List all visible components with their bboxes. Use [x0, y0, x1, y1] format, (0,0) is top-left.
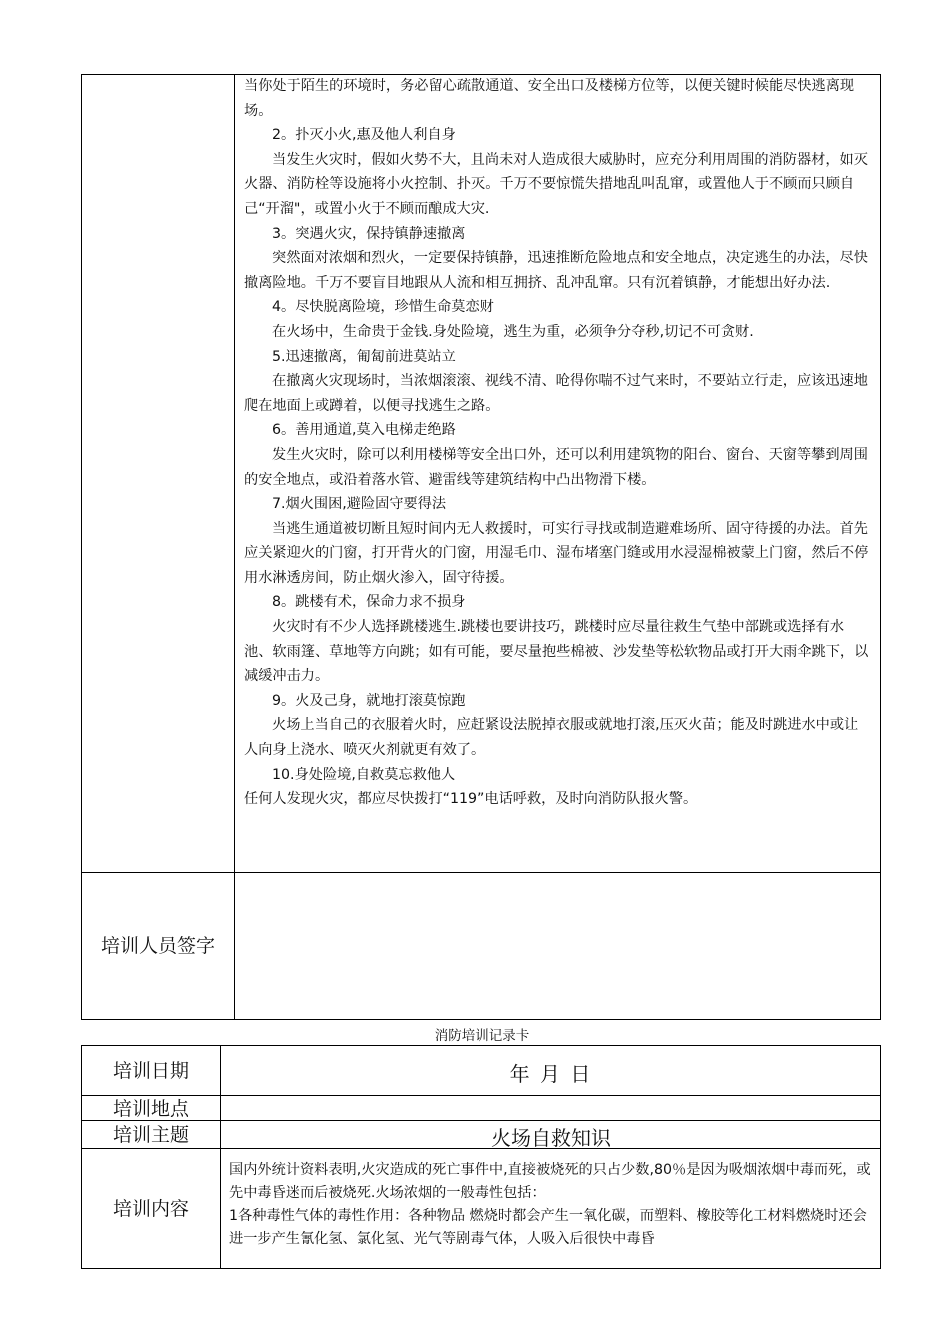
- content-paragraph: 当逃生通道被切断且短时间内无人救援时，可实行寻找或制造避难场所、固守待援的办法。首先应关紧迎火的门窗，打开背火的门窗，用湿毛巾、湿布堵塞门缝或用水浸湿棉被蒙上门窗，然后不停用水淋透房间，防止烟火渗入，固守待援。: [244, 520, 869, 586]
- content-paragraph: 火场上当自己的衣服着火时，应赶紧设法脱掉衣服或就地打滚,压灭火苗；能及时跳进水中或让人向身上浇水、喷灭火剂就更有效了。: [244, 717, 859, 759]
- table1-bottom-border: [81, 1019, 881, 1020]
- topic-value: 火场自救知识: [491, 1126, 611, 1150]
- content-paragraph: 国内外统计资料表明,火灾造成的死亡事件中,直接被烧死的只占少数,80％是因为吸烟浓烟中毒而死，或先中毒昏迷而后被烧死.火场浓烟的一般毒性包括：: [229, 1162, 871, 1201]
- content-paragraph: 2。扑灭小火,惠及他人利自身: [272, 127, 456, 144]
- content-paragraph: 7.烟火围困,避险固守要得法: [272, 496, 447, 513]
- content-paragraph: 在火场中，生命贵于金钱.身处险境，逃生为重，必须争分夺秒,切记不可贪财.: [272, 323, 754, 340]
- content-paragraph: 8。跳楼有术，保命力求不损身: [272, 594, 466, 611]
- content-paragraph: 4。尽快脱离险境，珍惜生命莫恋财: [272, 299, 494, 316]
- content-paragraph: 当发生火灾时，假如火势不大，且尚未对人造成很大威胁时，应充分利用周围的消防器材，如灭火器、消防栓等设施将小火控制、扑灭。千万不要惊慌失措地乱叫乱窜，或置他人于不顾而只顾自己“开溜"，或置小火于不顾而酿成大灾.: [244, 151, 868, 217]
- topic-label: 培训主题: [112, 1124, 189, 1146]
- content-paragraph: 5.迅速撤离，匍匐前进莫站立: [272, 348, 456, 365]
- date-label: 培训日期: [112, 1060, 189, 1082]
- content-paragraph: 当你处于陌生的环境时，务必留心疏散通道、安全出口及楼梯方位等，以便关键时候能尽快逃离现场。: [244, 78, 855, 119]
- content-paragraph: 3。突遇火灾，保持镇静速撤离: [272, 225, 466, 242]
- table2-row-divider-1: [81, 1095, 881, 1096]
- table2-bottom-border: [81, 1268, 881, 1269]
- content-paragraph: 发生火灾时，除可以利用楼梯等安全出口外，还可以利用建筑物的阳台、窗台、天窗等攀到周围的安全地点，或沿着落水管、避雷线等建筑结构中凸出物滑下楼。: [244, 446, 868, 488]
- content-paragraph: 6。善用通道,莫入电梯走绝路: [272, 422, 456, 439]
- location-label: 培训地点: [112, 1098, 189, 1120]
- table1-row-divider: [81, 872, 881, 873]
- table1-right-border: [880, 74, 881, 1020]
- content-label: 培训内容: [112, 1198, 189, 1220]
- table2-top-border: [81, 1045, 881, 1046]
- content-paragraph: 在撤离火灾现场时，当浓烟滚滚、视线不清、呛得你喘不过气来时，不要站立行走，应该迅速地爬在地面上或蹲着，以便寻找逃生之路。: [244, 373, 868, 414]
- content-paragraph: 火灾时有不少人选择跳楼逃生.跳楼也要讲技巧，跳楼时应尽量往救生气垫中部跳或选择有水池、软雨篷、草地等方向跳；如有可能，要尽量抱些棉被、沙发垫等松软物品或打开大雨伞跳下，以减缓冲击力。: [244, 619, 869, 685]
- content-paragraph: 突然面对浓烟和烈火，一定要保持镇静，迅速推断危险地点和安全地点，决定逃生的办法，尽快撤离险地。千万不要盲目地跟从人流和相互拥挤、乱冲乱窜。只有沉着镇静，才能想出好办法.: [244, 250, 868, 291]
- content-paragraph: 1各种毒性气体的毒性作用：各种物品 燃烧时都会产生一氧化碳，而塑料、橡胶等化工材料燃烧时还会进一步产生氰化氢、氯化氢、光气等剧毒气体，人吸入后很快中毒昏: [229, 1208, 867, 1247]
- table1-left-border: [81, 74, 82, 1020]
- signature-label: 培训人员签字: [100, 935, 215, 957]
- table1-column-divider: [234, 74, 235, 1020]
- content-paragraph: 9。火及己身，就地打滚莫惊跑: [272, 692, 466, 709]
- training-content-continued: [244, 74, 872, 812]
- content-paragraph: 任何人发现火灾，都应尽快拨打“119”电话呼救，及时向消防队报火警。: [244, 791, 698, 808]
- date-value: 年 月 日: [509, 1062, 593, 1086]
- content-paragraph: 10.身处险境,自救莫忘救他人: [272, 766, 456, 783]
- card-title: 消防培训记录卡: [434, 1028, 530, 1044]
- training-content-intro: [229, 1159, 875, 1251]
